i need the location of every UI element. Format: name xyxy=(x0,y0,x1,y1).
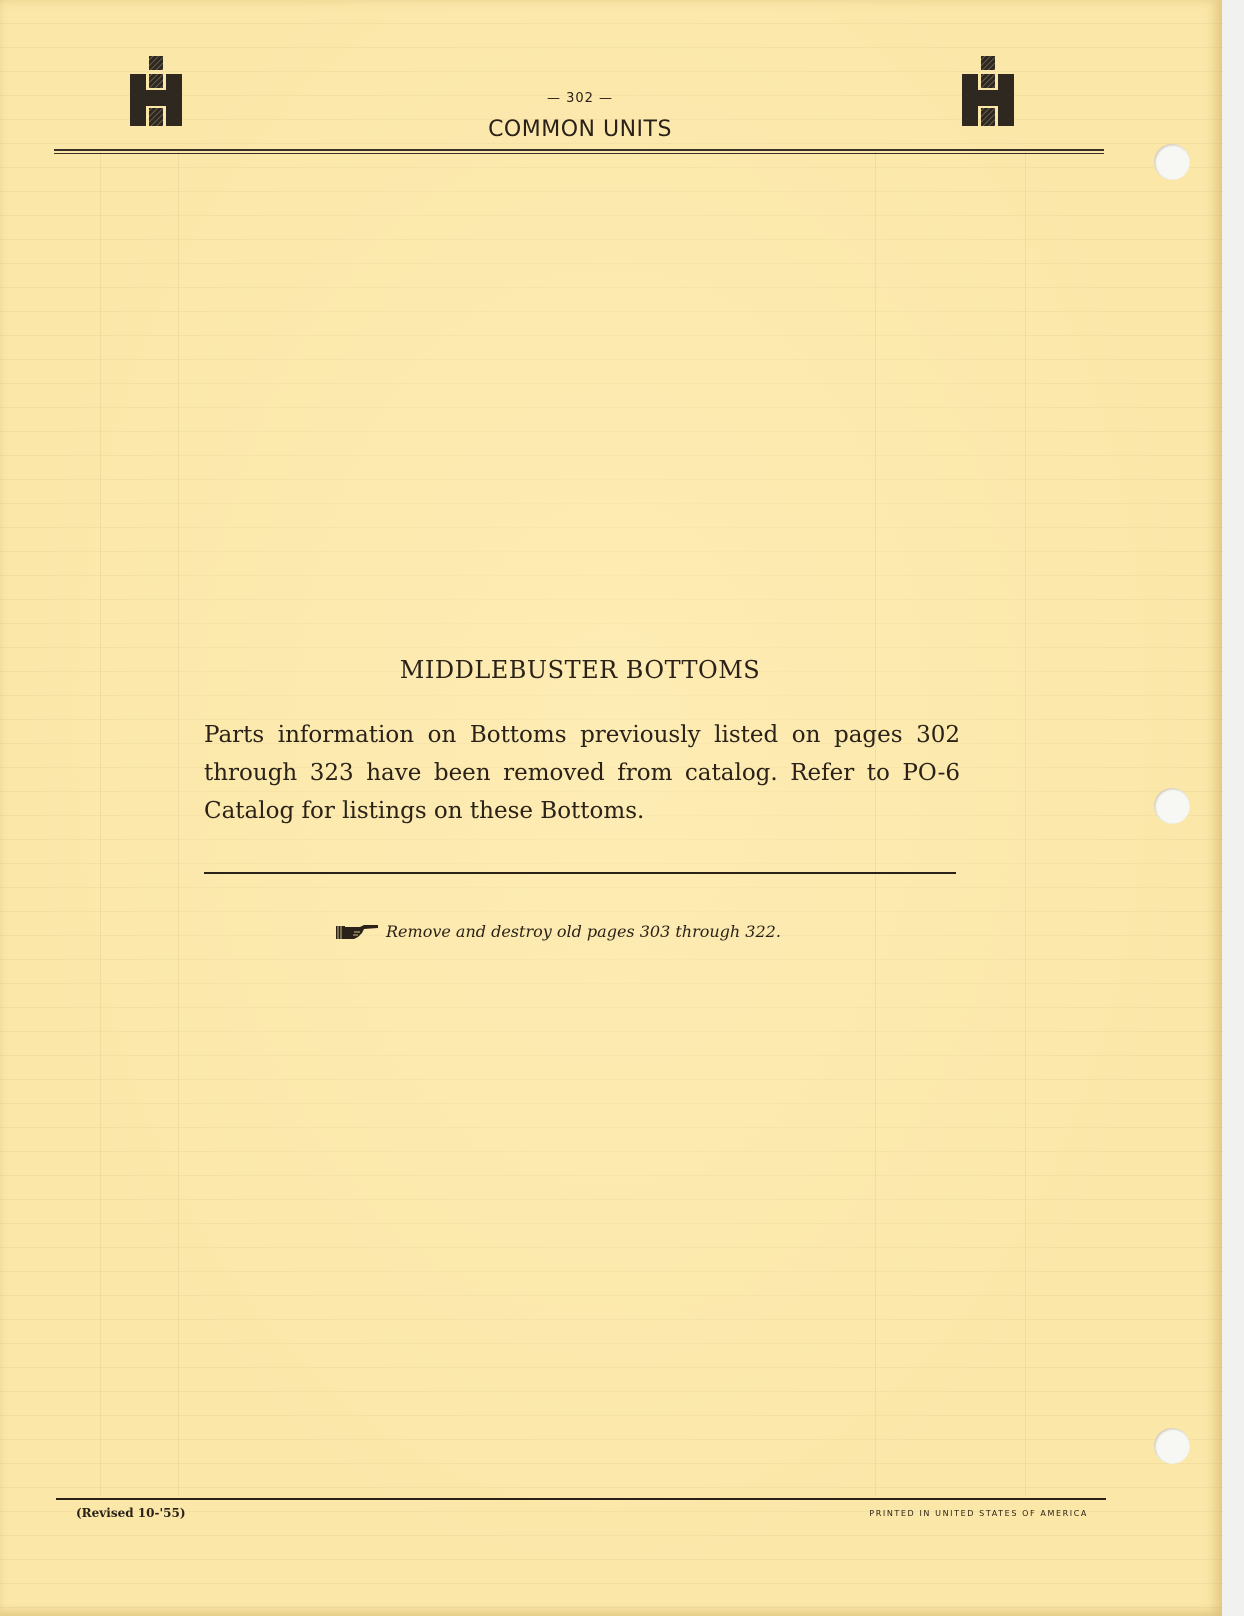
ih-logo-icon xyxy=(962,56,1018,126)
scan-margin xyxy=(1222,0,1244,1616)
section-title: COMMON UNITS xyxy=(488,117,672,142)
faint-column-line xyxy=(100,150,101,1496)
binder-hole xyxy=(1154,144,1190,180)
pointing-hand-icon xyxy=(336,923,380,941)
notice-paragraph: Parts information on Bottoms previously listed on pages 302 through 323 have been removed from catalog. Refer to PO-6 Catalog for listings on these Bottoms. xyxy=(204,722,960,824)
binder-hole xyxy=(1154,788,1190,824)
footer-rule xyxy=(56,1498,1106,1500)
header-rule xyxy=(54,149,1104,151)
faint-column-line xyxy=(1025,150,1026,1496)
revision-date: (Revised 10-'55) xyxy=(76,1506,186,1520)
remove-notice xyxy=(336,920,896,948)
ih-logo-icon xyxy=(130,56,186,126)
printed-in-label: PRINTED IN UNITED STATES OF AMERICA xyxy=(869,1509,1088,1518)
remove-notice-text: Remove and destroy old pages 303 through 322. xyxy=(386,922,781,941)
faint-column-line xyxy=(178,150,179,1496)
divider xyxy=(204,872,956,874)
page-number: — 302 — xyxy=(546,91,614,106)
header-rule xyxy=(54,153,1104,154)
binder-hole xyxy=(1154,1428,1190,1464)
page-heading: MIDDLEBUSTER BOTTOMS xyxy=(399,656,761,684)
